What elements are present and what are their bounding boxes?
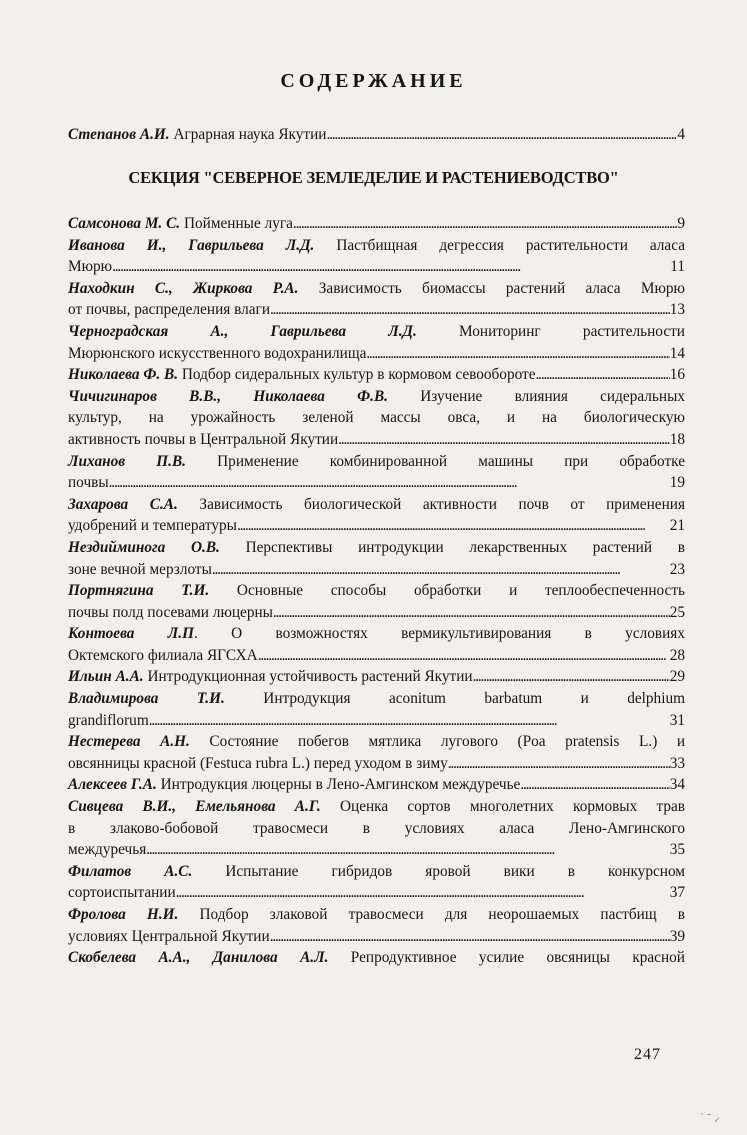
entry-page: 23 (669, 560, 685, 578)
intro-entry-list (68, 124, 685, 146)
entry-author: Нестерева А.Н. (68, 733, 190, 751)
entry-author: Портнягина Т.И. (68, 582, 210, 600)
entry-line (68, 235, 685, 257)
entry-page: 28 (669, 646, 685, 664)
dot-leader (270, 299, 670, 321)
entry-author: Иванова И., Гаврильева Л.Д. (68, 236, 315, 254)
scan-mark: ˙ ˉ ⸝ (700, 1110, 720, 1124)
toc-entry (68, 861, 685, 904)
entry-line (68, 904, 685, 926)
toc-entry (68, 904, 685, 947)
entry-page: 31 (669, 711, 685, 729)
entry-line (68, 818, 685, 840)
entry-author: Сивцева В.И., Емельянова А.Г. (68, 798, 321, 816)
entry-line (68, 947, 685, 969)
entry-title-end (68, 213, 293, 235)
entry-title-text: Подбор сидеральных культур в кормовом севообороте (178, 366, 536, 384)
entry-last-line (68, 666, 685, 688)
entry-last-line (68, 645, 685, 667)
entry-title-end (68, 666, 473, 688)
entry-page: 19 (669, 474, 685, 492)
entry-last-line (68, 213, 685, 235)
entry-last-line (68, 602, 685, 624)
dot-leader (109, 472, 670, 494)
entry-title-end: Октемского филиала ЯГСХА (68, 646, 258, 664)
entry-title-end: удобрений и температуры (68, 517, 237, 535)
entry-last-line (68, 343, 685, 365)
toc-entry (68, 321, 685, 364)
entry-author: Владимирова Т.И. (68, 690, 225, 708)
entry-author: Скобелева А.А., Данилова А.Л. (68, 949, 329, 967)
entry-title-text: Зависимость биомассы растений аласа Мюрю (298, 279, 685, 297)
entry-title-end: почвы (68, 474, 109, 492)
dot-leader (293, 213, 677, 235)
entry-title-text: Пастбищная дегрессия растительности аласа (314, 236, 685, 254)
entry-page: 18 (669, 430, 685, 448)
entry-page: 29 (669, 668, 685, 686)
entry-title-end (68, 124, 326, 146)
dot-leader (149, 710, 670, 732)
toc-entry (68, 213, 685, 235)
toc-entry (68, 796, 685, 861)
dot-leader (448, 753, 670, 775)
entry-title-end: Мюрю (68, 258, 113, 276)
entry-title-text: Испытание гибридов яровой вики в конкурсном (192, 862, 685, 880)
toc-entry (68, 623, 685, 666)
entry-page: 14 (669, 344, 685, 362)
entry-title-end: от почвы, распределения влаги (68, 301, 271, 319)
toc-entry (68, 731, 685, 774)
entry-title-end: Мюрюнского искусственного водохранилища (68, 344, 367, 362)
entry-author: Захарова С.А. (68, 495, 178, 513)
page-number: 247 (634, 1046, 661, 1063)
entry-page: 34 (669, 776, 685, 794)
entry-author: Фролова Н.И. (68, 906, 179, 923)
toc-entry (68, 537, 685, 580)
entry-author: Самсонова М. С. (68, 215, 181, 232)
entry-author: Ильин А.А. (68, 668, 144, 686)
entry-title-text: Перспективы интродукции лекарственных растений в (219, 538, 685, 556)
entry-title-text: Применение комбинированной машины при обработке (185, 452, 685, 470)
entry-page: 25 (669, 603, 685, 621)
dot-leader (270, 926, 670, 948)
entry-line (68, 861, 685, 883)
toc-entry (68, 947, 685, 969)
entry-title-end: активность почвы в Центральной Якутии (68, 430, 339, 448)
entry-last-line (68, 299, 685, 321)
entry-line (68, 688, 685, 710)
toc-entry (68, 666, 685, 688)
toc-entry (68, 124, 685, 146)
entry-title-text: Оценка сортов многолетних кормовых трав (320, 798, 685, 816)
entry-title-text: Зависимость биологической активности почв от применения (177, 495, 685, 513)
entry-title-text: Подбор злаковой травосмеси для неорошаемых пастбищ в (178, 906, 685, 923)
entry-author: Нездийминога О.В. (68, 538, 220, 556)
toc-entry (68, 774, 685, 796)
entry-title-text: Изучение влияния сидеральных (387, 387, 685, 405)
entry-author: Николаева Ф. В. (68, 366, 179, 384)
entry-title-end (68, 364, 536, 386)
entry-author: Лиханов П.В. (68, 452, 186, 470)
entry-last-line (68, 364, 685, 386)
entry-page: 35 (669, 841, 685, 859)
entry-title-end: почвы полд посевами люцерны (68, 603, 273, 621)
entry-title-end: условиях Центральной Якутии (68, 927, 270, 945)
entry-title-text: Пойменные луга (180, 215, 293, 232)
dot-leader (473, 666, 670, 688)
toc-entry (68, 386, 685, 451)
entry-page: 21 (669, 517, 685, 535)
entry-page: 13 (669, 301, 685, 319)
entry-page: 4 (677, 126, 685, 143)
entry-last-line (68, 839, 685, 861)
entry-title-text: Интродукция aconitum barbatum и delphium (224, 690, 685, 708)
entry-author: Чичигинаров В.В., Николаева Ф.В. (68, 387, 388, 405)
entry-title-text: Интродукция люцерны в Лено-Амгинском междуречье (156, 776, 521, 794)
entry-last-line (68, 882, 685, 904)
entry-author: Находкин С., Жиркова Р.А. (68, 279, 299, 297)
dot-leader (338, 429, 670, 451)
entry-page: 16 (669, 366, 685, 384)
entry-last-line (68, 559, 685, 581)
entry-line (68, 580, 685, 602)
entry-last-line (68, 256, 685, 278)
toc-entry (68, 451, 685, 494)
entry-title-text: культур, на урожайность зеленой массы овса, и на биологическую (68, 409, 685, 427)
section-heading: СЕКЦИЯ "СЕВЕРНОЕ ЗЕМЛЕДЕЛИЕ И РАСТЕНИЕВОДСТВО" (128, 168, 619, 187)
toc-entry (68, 278, 685, 321)
entry-title-end: овсянницы красной (Festuca rubra L.) перед уходом в зиму (68, 754, 448, 772)
entry-title-text: . О возможностях вермикультивирования в условиях (193, 625, 685, 643)
entry-title-text: Репродуктивное усилие овсяницы красной (328, 949, 685, 967)
entry-last-line (68, 472, 685, 494)
entry-last-line (68, 710, 685, 732)
entry-line (68, 537, 685, 559)
entry-title-text: Аграрная наука Якутии (169, 126, 327, 143)
dot-leader (536, 364, 670, 386)
entry-line (68, 731, 685, 753)
entry-line (68, 623, 685, 645)
entry-author: Контоева Л.П (68, 625, 194, 643)
entry-author: Филатов А.С. (68, 862, 193, 880)
entry-line (68, 494, 685, 516)
toc-entry (68, 364, 685, 386)
entry-last-line (68, 926, 685, 948)
entry-line (68, 407, 685, 429)
entry-title-text: Основные способы обработки и теплообеспеченность (209, 582, 686, 600)
entry-author: Алексеев Г.А. (68, 776, 157, 794)
dot-leader (212, 559, 670, 581)
entry-line (68, 321, 685, 343)
dot-leader (237, 515, 670, 537)
page-title: СОДЕРЖАНИЕ (280, 70, 467, 92)
entry-line (68, 278, 685, 300)
contents-list (68, 213, 685, 969)
entry-line (68, 796, 685, 818)
dot-leader (326, 124, 677, 146)
entry-page: 37 (669, 884, 685, 902)
entry-author: Степанов А.И. (68, 126, 170, 143)
entry-title-text: Интродукционная устойчивость растений Якутии (143, 668, 473, 686)
entry-title-end: grandiflorum (68, 711, 149, 729)
toc-entry (68, 580, 685, 623)
entry-line (68, 451, 685, 473)
entry-last-line (68, 753, 685, 775)
toc-entry (68, 688, 685, 731)
dot-leader (520, 774, 669, 796)
entry-title-end (68, 774, 520, 796)
entry-title-end: междуречья (68, 841, 147, 859)
entry-last-line (68, 429, 685, 451)
toc-entry (68, 235, 685, 278)
entry-title-end: зоне вечной мерзлоты (68, 560, 212, 578)
dot-leader (176, 882, 670, 904)
dot-leader (258, 645, 670, 667)
toc-entry (68, 494, 685, 537)
dot-leader (146, 839, 669, 861)
entry-title-end: сортоиспытании (68, 884, 176, 902)
entry-title-text: в злаково-бобовой травосмеси в условиях аласа Лено-Амгинского (68, 819, 685, 837)
entry-page: 11 (670, 258, 685, 276)
dot-leader (273, 602, 670, 624)
entry-line (68, 386, 685, 408)
dot-leader (112, 256, 670, 278)
entry-title-text: Мониторинг растительности (416, 322, 685, 340)
entry-author: Черноградская А., Гаврильева Л.Д. (68, 322, 417, 340)
entry-page: 33 (669, 754, 685, 772)
entry-last-line (68, 515, 685, 537)
entry-last-line (68, 774, 685, 796)
dot-leader (366, 343, 669, 365)
entry-page: 39 (669, 927, 685, 945)
entry-last-line (68, 124, 685, 146)
entry-title-text: Состояние побегов мятлика лугового (Poa pratensis L.) и (189, 733, 686, 751)
entry-page: 9 (677, 215, 685, 232)
